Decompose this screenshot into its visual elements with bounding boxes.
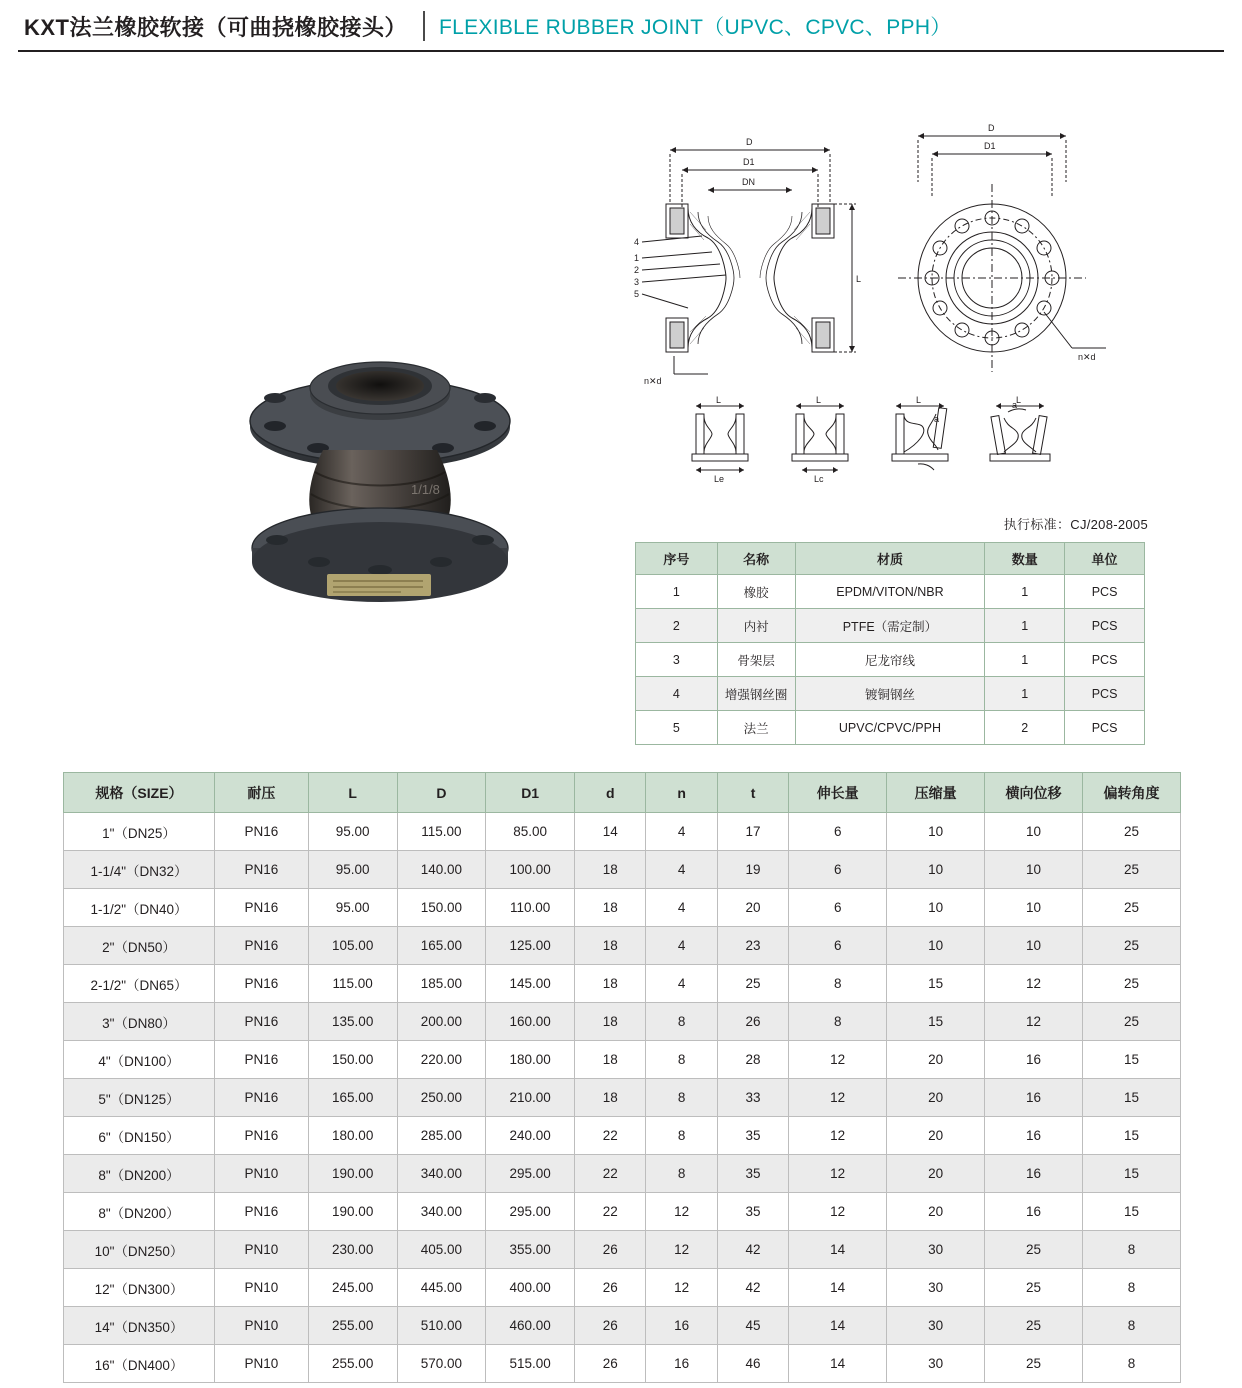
spec-cell-t: 46 [717,1345,788,1383]
spec-cell-elongation: 12 [789,1193,887,1231]
spec-cell-n: 8 [646,1117,717,1155]
spec-cell-elongation: 14 [789,1231,887,1269]
parts-cell-no: 4 [636,677,718,711]
spec-cell-l: 165.00 [308,1079,397,1117]
spec-cell-n: 4 [646,927,717,965]
spec-cell-angular: 25 [1083,813,1181,851]
technical-drawings [630,112,1160,512]
spec-cell-angular: 15 [1083,1041,1181,1079]
spec-cell-n: 8 [646,1003,717,1041]
spec-cell-size: 8"（DN200） [64,1155,215,1193]
spec-cell-lateral: 12 [985,965,1083,1003]
spec-cell-t: 42 [717,1231,788,1269]
table-row [64,889,1181,927]
spec-cell-d: 285.00 [397,1117,486,1155]
spec-cell-d-small: 18 [575,1079,646,1117]
spec-cell-compression: 20 [887,1041,985,1079]
spec-cell-d1: 100.00 [486,851,575,889]
spec-cell-d1: 400.00 [486,1269,575,1307]
spec-cell-pressure: PN16 [214,1003,308,1041]
spec-cell-elongation: 6 [789,927,887,965]
spec-cell-d-small: 18 [575,965,646,1003]
spec-cell-angular: 25 [1083,927,1181,965]
table-row [636,575,1145,609]
svg-text:D1: D1 [984,141,996,151]
spec-cell-angular: 15 [1083,1079,1181,1117]
spec-header-pressure: 耐压 [214,773,308,813]
spec-cell-d: 250.00 [397,1079,486,1117]
spec-cell-n: 12 [646,1193,717,1231]
spec-cell-d-small: 18 [575,1041,646,1079]
spec-cell-compression: 20 [887,1079,985,1117]
product-photo [215,322,545,612]
spec-cell-d1: 160.00 [486,1003,575,1041]
table-row [636,609,1145,643]
specification-table-wrapper [63,772,1181,1383]
spec-cell-compression: 20 [887,1193,985,1231]
table-row [64,1269,1181,1307]
spec-cell-d: 405.00 [397,1231,486,1269]
spec-cell-d: 150.00 [397,889,486,927]
spec-cell-d-small: 18 [575,927,646,965]
spec-cell-d1: 125.00 [486,927,575,965]
spec-cell-d: 510.00 [397,1307,486,1345]
svg-text:a: a [934,414,940,424]
spec-cell-l: 115.00 [308,965,397,1003]
spec-cell-size: 1"（DN25） [64,813,215,851]
svg-text:a: a [1012,400,1018,410]
svg-text:4: 4 [634,237,640,247]
parts-cell-material: 镀铜钢丝 [795,677,985,711]
svg-text:L: L [716,395,722,405]
spec-cell-t: 17 [717,813,788,851]
spec-cell-d: 445.00 [397,1269,486,1307]
svg-text:1/1/8: 1/1/8 [411,482,440,497]
spec-cell-pressure: PN16 [214,1193,308,1231]
svg-text:D: D [746,137,753,147]
svg-text:D: D [988,123,995,133]
table-row [64,965,1181,1003]
spec-cell-compression: 20 [887,1117,985,1155]
spec-cell-d-small: 26 [575,1345,646,1383]
spec-cell-compression: 10 [887,927,985,965]
spec-cell-compression: 30 [887,1231,985,1269]
spec-cell-d-small: 22 [575,1193,646,1231]
spec-cell-elongation: 14 [789,1269,887,1307]
table-row [64,1231,1181,1269]
spec-cell-d1: 180.00 [486,1041,575,1079]
parts-cell-qty: 1 [985,677,1065,711]
spec-cell-pressure: PN16 [214,889,308,927]
spec-cell-d: 115.00 [397,813,486,851]
spec-cell-t: 28 [717,1041,788,1079]
spec-cell-d: 185.00 [397,965,486,1003]
spec-header-size: 规格（SIZE） [64,773,215,813]
table-row [64,1307,1181,1345]
parts-header-unit: 单位 [1065,543,1145,575]
spec-cell-l: 190.00 [308,1193,397,1231]
spec-cell-pressure: PN16 [214,1079,308,1117]
parts-cell-unit: PCS [1065,609,1145,643]
spec-cell-d-small: 18 [575,889,646,927]
spec-cell-lateral: 12 [985,1003,1083,1041]
spec-cell-elongation: 8 [789,965,887,1003]
spec-cell-elongation: 12 [789,1117,887,1155]
svg-text:3: 3 [634,277,640,287]
spec-cell-d-small: 22 [575,1155,646,1193]
spec-cell-d1: 240.00 [486,1117,575,1155]
spec-cell-d1: 110.00 [486,889,575,927]
parts-cell-no: 2 [636,609,718,643]
spec-cell-elongation: 8 [789,1003,887,1041]
specification-table [63,772,1181,1383]
spec-cell-d-small: 18 [575,1003,646,1041]
parts-cell-unit: PCS [1065,575,1145,609]
table-row [64,1193,1181,1231]
parts-cell-material: EPDM/VITON/NBR [795,575,985,609]
spec-cell-compression: 10 [887,889,985,927]
spec-cell-lateral: 16 [985,1079,1083,1117]
spec-cell-elongation: 12 [789,1041,887,1079]
table-row [64,1117,1181,1155]
spec-cell-lateral: 10 [985,889,1083,927]
spec-cell-elongation: 6 [789,813,887,851]
spec-cell-d1: 460.00 [486,1307,575,1345]
spec-header-l: L [308,773,397,813]
spec-header-angular: 偏转角度 [1083,773,1181,813]
table-row [64,1155,1181,1193]
spec-cell-d-small: 14 [575,813,646,851]
spec-cell-n: 16 [646,1345,717,1383]
rubber-joint-photo-svg [215,322,545,612]
spec-cell-pressure: PN10 [214,1231,308,1269]
spec-cell-size: 4"（DN100） [64,1041,215,1079]
product-illustration-area [0,52,1242,742]
spec-cell-elongation: 6 [789,851,887,889]
spec-header-d-small: d [575,773,646,813]
spec-cell-t: 35 [717,1155,788,1193]
spec-header-compression: 压缩量 [887,773,985,813]
svg-text:L: L [856,274,862,284]
parts-cell-unit: PCS [1065,677,1145,711]
svg-text:L: L [1016,395,1022,405]
table-row [64,1041,1181,1079]
spec-cell-l: 150.00 [308,1041,397,1079]
spec-cell-pressure: PN16 [214,1041,308,1079]
spec-cell-size: 8"（DN200） [64,1193,215,1231]
spec-cell-d: 220.00 [397,1041,486,1079]
table-row [636,711,1145,745]
parts-cell-no: 5 [636,711,718,745]
table-row [64,851,1181,889]
spec-cell-l: 180.00 [308,1117,397,1155]
spec-header-lateral: 横向位移 [985,773,1083,813]
spec-cell-pressure: PN10 [214,1269,308,1307]
spec-cell-d-small: 26 [575,1269,646,1307]
spec-cell-d1: 145.00 [486,965,575,1003]
table-row [636,677,1145,711]
spec-header-t: t [717,773,788,813]
spec-cell-t: 26 [717,1003,788,1041]
spec-cell-d-small: 22 [575,1117,646,1155]
spec-cell-size: 2-1/2"（DN65） [64,965,215,1003]
svg-text:D1: D1 [743,157,755,167]
page-header [0,0,1242,52]
parts-cell-material: PTFE（需定制） [795,609,985,643]
spec-cell-angular: 8 [1083,1345,1181,1383]
parts-cell-no: 3 [636,643,718,677]
spec-cell-d: 165.00 [397,927,486,965]
parts-cell-qty: 2 [985,711,1065,745]
spec-cell-size: 16"（DN400） [64,1345,215,1383]
parts-cell-unit: PCS [1065,711,1145,745]
parts-cell-name: 内衬 [717,609,795,643]
spec-cell-size: 3"（DN80） [64,1003,215,1041]
spec-cell-l: 230.00 [308,1231,397,1269]
spec-cell-n: 4 [646,813,717,851]
spec-cell-d1: 515.00 [486,1345,575,1383]
parts-table [635,542,1145,745]
spec-cell-t: 42 [717,1269,788,1307]
spec-cell-n: 12 [646,1231,717,1269]
spec-cell-compression: 30 [887,1307,985,1345]
spec-cell-pressure: PN16 [214,851,308,889]
parts-cell-name: 法兰 [717,711,795,745]
spec-cell-pressure: PN10 [214,1307,308,1345]
spec-cell-compression: 30 [887,1269,985,1307]
spec-cell-d1: 295.00 [486,1155,575,1193]
spec-cell-t: 25 [717,965,788,1003]
spec-header-d1: D1 [486,773,575,813]
spec-table-header-row [64,773,1181,813]
spec-cell-l: 190.00 [308,1155,397,1193]
spec-cell-lateral: 10 [985,927,1083,965]
spec-header-d: D [397,773,486,813]
parts-table-header-row [636,543,1145,575]
parts-cell-unit: PCS [1065,643,1145,677]
spec-cell-d: 140.00 [397,851,486,889]
parts-cell-qty: 1 [985,609,1065,643]
spec-cell-d-small: 26 [575,1307,646,1345]
spec-cell-lateral: 25 [985,1307,1083,1345]
spec-cell-lateral: 10 [985,851,1083,889]
spec-cell-l: 105.00 [308,927,397,965]
parts-cell-qty: 1 [985,575,1065,609]
svg-text:5: 5 [634,289,640,299]
spec-cell-n: 8 [646,1041,717,1079]
spec-cell-l: 135.00 [308,1003,397,1041]
svg-text:1: 1 [634,253,640,263]
spec-cell-d1: 210.00 [486,1079,575,1117]
spec-cell-lateral: 25 [985,1231,1083,1269]
spec-cell-size: 2"（DN50） [64,927,215,965]
spec-cell-t: 23 [717,927,788,965]
parts-cell-name: 骨架层 [717,643,795,677]
spec-cell-elongation: 12 [789,1079,887,1117]
table-row [64,813,1181,851]
spec-cell-angular: 15 [1083,1117,1181,1155]
standard-note: 执行标准：CJ/208-2005 [1003,517,1148,532]
parts-header-name: 名称 [717,543,795,575]
spec-cell-t: 33 [717,1079,788,1117]
spec-cell-compression: 20 [887,1155,985,1193]
parts-cell-material: 尼龙帘线 [795,643,985,677]
spec-cell-angular: 25 [1083,1003,1181,1041]
spec-cell-d: 570.00 [397,1345,486,1383]
spec-cell-elongation: 6 [789,889,887,927]
parts-cell-no: 1 [636,575,718,609]
spec-cell-d: 200.00 [397,1003,486,1041]
spec-cell-pressure: PN16 [214,813,308,851]
spec-cell-lateral: 16 [985,1117,1083,1155]
parts-header-qty: 数量 [985,543,1065,575]
spec-cell-size: 1-1/4"（DN32） [64,851,215,889]
spec-cell-lateral: 16 [985,1193,1083,1231]
spec-cell-n: 16 [646,1307,717,1345]
spec-cell-t: 35 [717,1193,788,1231]
spec-cell-l: 95.00 [308,813,397,851]
svg-text:L: L [816,395,822,405]
svg-text:n✕d: n✕d [644,376,662,386]
parts-header-material: 材质 [795,543,985,575]
parts-cell-material: UPVC/CPVC/PPH [795,711,985,745]
spec-cell-elongation: 12 [789,1155,887,1193]
spec-cell-pressure: PN16 [214,965,308,1003]
spec-cell-lateral: 16 [985,1041,1083,1079]
spec-cell-t: 35 [717,1117,788,1155]
spec-cell-angular: 25 [1083,889,1181,927]
parts-cell-qty: 1 [985,643,1065,677]
svg-text:DN: DN [742,177,755,187]
svg-text:Le: Le [714,474,725,484]
table-row [64,1345,1181,1383]
spec-cell-compression: 10 [887,813,985,851]
spec-cell-d-small: 18 [575,851,646,889]
spec-cell-size: 5"（DN125） [64,1079,215,1117]
spec-cell-compression: 15 [887,965,985,1003]
svg-text:2: 2 [634,265,640,275]
spec-cell-n: 4 [646,851,717,889]
spec-cell-lateral: 25 [985,1269,1083,1307]
spec-cell-lateral: 25 [985,1345,1083,1383]
spec-cell-pressure: PN10 [214,1345,308,1383]
spec-cell-d-small: 26 [575,1231,646,1269]
parts-cell-name: 增强钢丝圈 [717,677,795,711]
spec-cell-elongation: 14 [789,1307,887,1345]
spec-cell-l: 95.00 [308,851,397,889]
spec-cell-angular: 8 [1083,1307,1181,1345]
spec-cell-pressure: PN16 [214,927,308,965]
spec-cell-n: 4 [646,965,717,1003]
spec-cell-d1: 85.00 [486,813,575,851]
parts-header-no: 序号 [636,543,718,575]
table-row [64,1003,1181,1041]
spec-cell-size: 14"（DN350） [64,1307,215,1345]
spec-cell-lateral: 10 [985,813,1083,851]
spec-cell-angular: 8 [1083,1231,1181,1269]
spec-cell-t: 45 [717,1307,788,1345]
spec-cell-d1: 295.00 [486,1193,575,1231]
header-divider [423,11,425,41]
spec-cell-n: 8 [646,1155,717,1193]
spec-header-n: n [646,773,717,813]
spec-cell-lateral: 16 [985,1155,1083,1193]
table-row [64,927,1181,965]
spec-cell-l: 255.00 [308,1345,397,1383]
spec-cell-n: 4 [646,889,717,927]
spec-cell-elongation: 14 [789,1345,887,1383]
spec-cell-compression: 10 [887,851,985,889]
spec-cell-l: 245.00 [308,1269,397,1307]
spec-header-elongation: 伸长量 [789,773,887,813]
spec-cell-angular: 15 [1083,1155,1181,1193]
spec-cell-angular: 8 [1083,1269,1181,1307]
spec-cell-n: 12 [646,1269,717,1307]
svg-text:L: L [916,395,922,405]
spec-cell-size: 1-1/2"（DN40） [64,889,215,927]
spec-cell-d: 340.00 [397,1193,486,1231]
svg-text:Lc: Lc [814,474,824,484]
spec-cell-compression: 30 [887,1345,985,1383]
spec-cell-angular: 25 [1083,851,1181,889]
technical-drawing-svg [630,112,1160,512]
spec-cell-l: 255.00 [308,1307,397,1345]
spec-cell-t: 20 [717,889,788,927]
table-row [636,643,1145,677]
spec-cell-n: 8 [646,1079,717,1117]
spec-cell-angular: 15 [1083,1193,1181,1231]
spec-cell-compression: 15 [887,1003,985,1041]
spec-cell-pressure: PN16 [214,1117,308,1155]
spec-cell-t: 19 [717,851,788,889]
svg-text:n✕d: n✕d [1078,352,1096,362]
parts-cell-name: 橡胶 [717,575,795,609]
page-title-cn: KXT法兰橡胶软接（可曲挠橡胶接头） [24,14,408,40]
spec-cell-size: 12"（DN300） [64,1269,215,1307]
spec-cell-l: 95.00 [308,889,397,927]
table-row [64,1079,1181,1117]
spec-cell-d: 340.00 [397,1155,486,1193]
spec-cell-pressure: PN10 [214,1155,308,1193]
page-title-en: FLEXIBLE RUBBER JOINT（UPVC、CPVC、PPH） [439,16,952,39]
spec-cell-d1: 355.00 [486,1231,575,1269]
spec-cell-size: 10"（DN250） [64,1231,215,1269]
spec-cell-size: 6"（DN150） [64,1117,215,1155]
spec-cell-angular: 25 [1083,965,1181,1003]
